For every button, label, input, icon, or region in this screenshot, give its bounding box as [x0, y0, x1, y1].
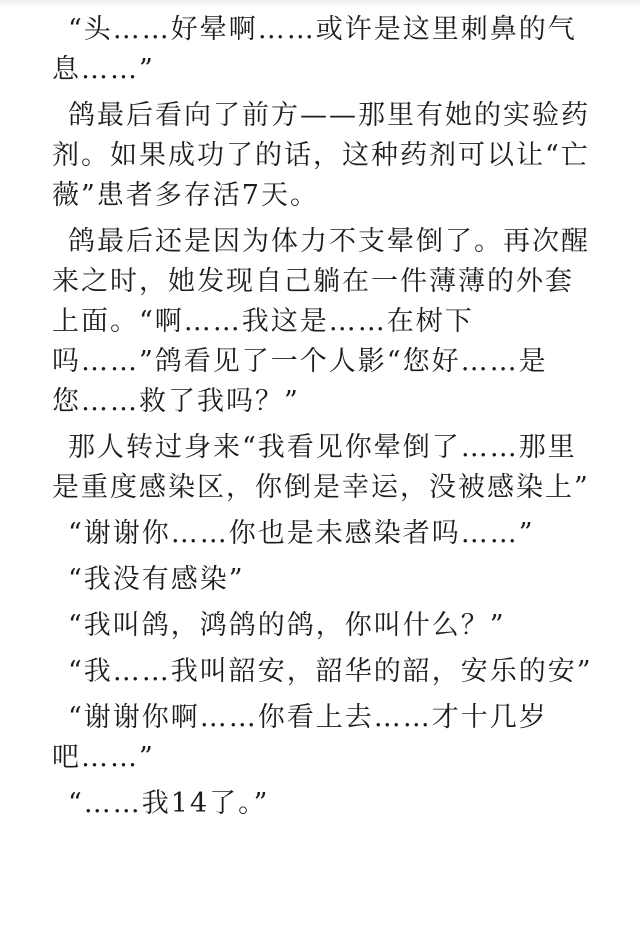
- paragraph-3: 鸽最后还是因为体力不支晕倒了。再次醒来之时，她发现自己躺在一件薄薄的外套上面。“啊……我这是……在树下吗……”鸽看见了一个人影“您好……是您……救了我吗？”: [52, 226, 590, 417]
- paragraph-1: “头……好晕啊……或许是这里刺鼻的气息……”: [52, 14, 577, 85]
- paragraph-10: “……我14了。”: [68, 788, 270, 819]
- paragraph-2: 鸽最后看向了前方——那里有她的实验药剂。如果成功了的话，这种药剂可以让“亡薇”患者多存活7天。: [52, 100, 590, 211]
- paragraph-5: “谢谢你……你也是未感染者吗……”: [68, 518, 535, 549]
- paragraph-7: “我叫鸽，鸿鸽的鸽，你叫什么？”: [68, 610, 506, 641]
- paragraph-4: 那人转过身来“我看见你晕倒了……那里是重度感染区，你倒是幸运，没被感染上”: [52, 432, 590, 503]
- paragraph-6: “我没有感染”: [68, 564, 245, 595]
- paragraph-8: “我……我叫韶安，韶华的韶，安乐的安”: [68, 656, 593, 687]
- paragraph-9: “谢谢你啊……你看上去……才十几岁吧……”: [52, 702, 548, 773]
